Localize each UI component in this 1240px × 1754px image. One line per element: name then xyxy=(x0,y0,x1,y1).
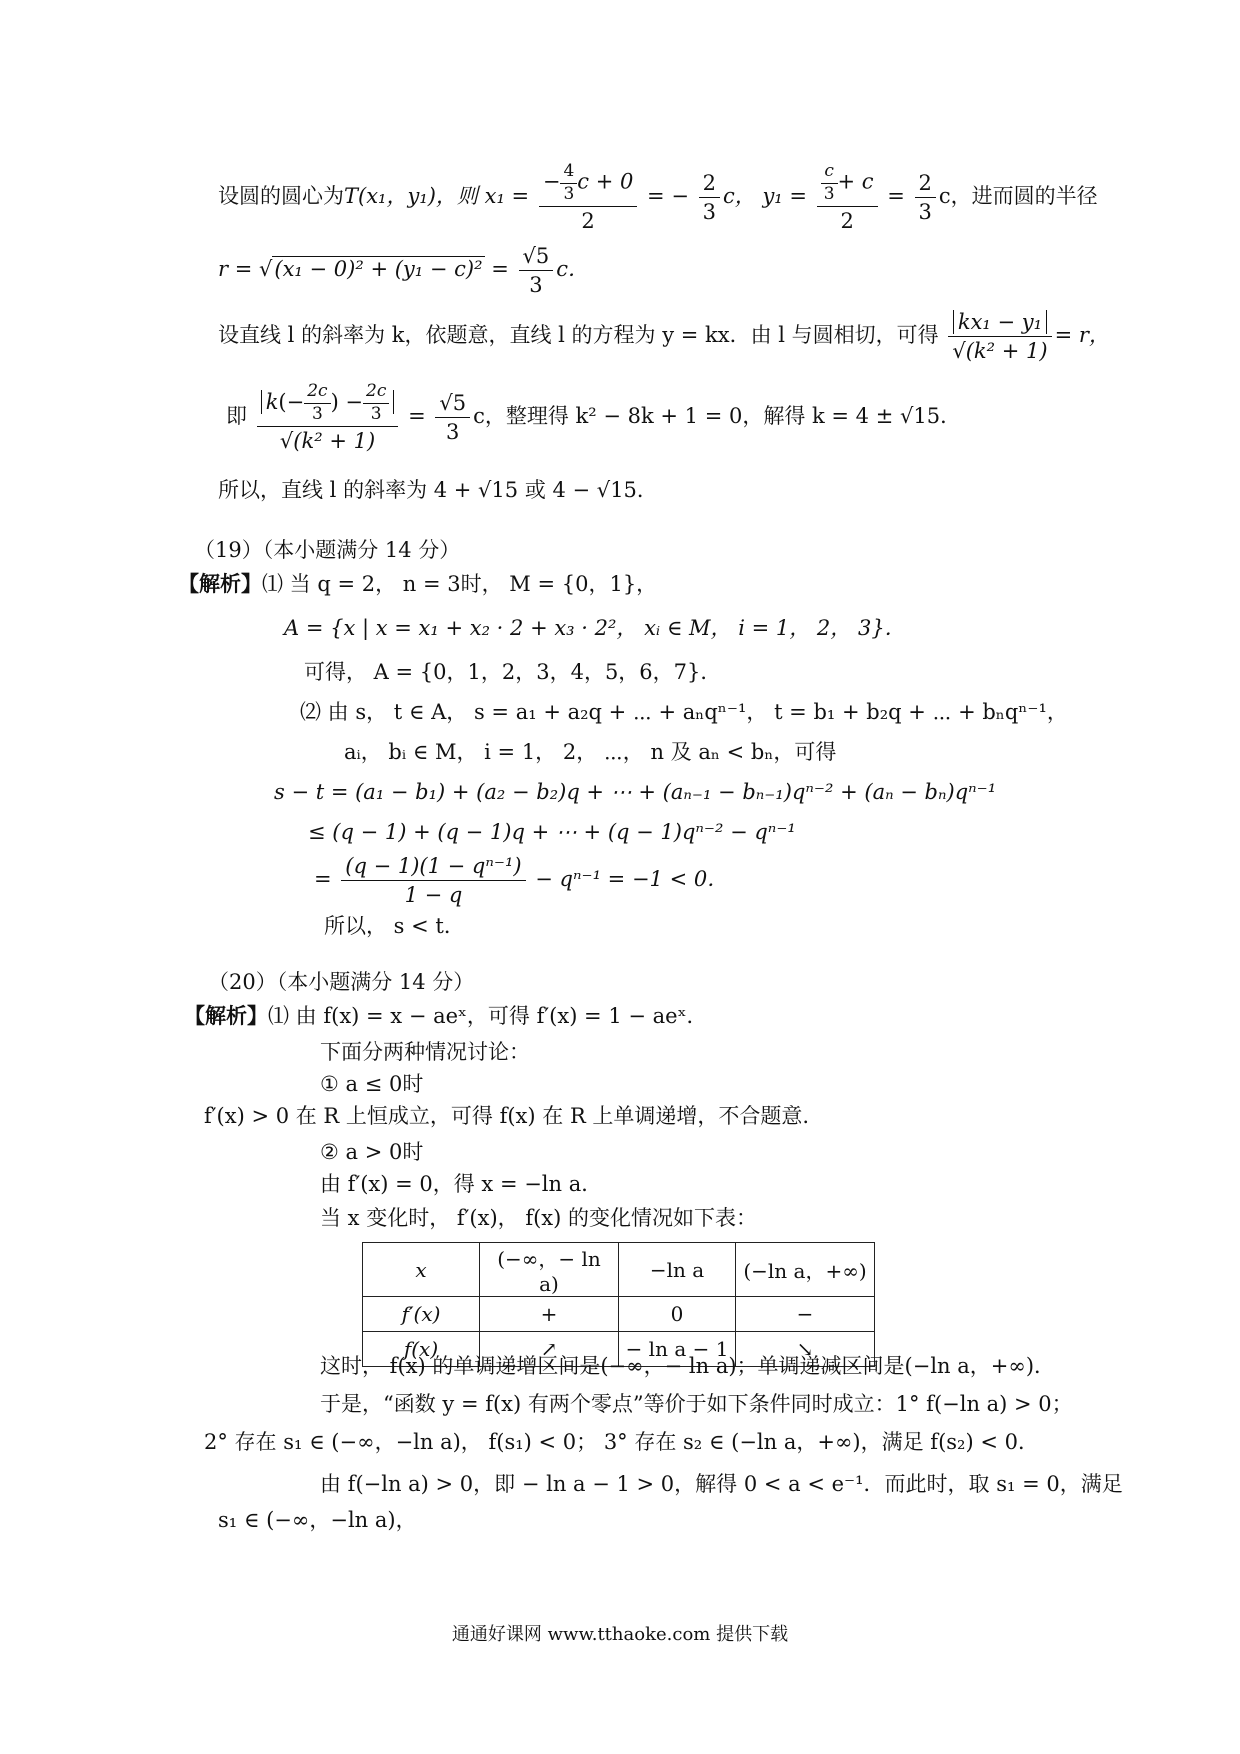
fraction-geometric xyxy=(341,854,525,907)
fraction-two-thirds-b xyxy=(915,171,936,224)
table-cell: f(x) xyxy=(363,1332,480,1367)
fraction-y1 xyxy=(817,162,878,233)
q20-line-5: ② a > 0时 xyxy=(320,1140,424,1164)
q19-line-8 xyxy=(314,854,728,907)
table-cell: x xyxy=(363,1243,480,1297)
variation-table xyxy=(362,1242,875,1367)
table-cell: ↘ xyxy=(736,1332,875,1367)
f-2c3 xyxy=(304,382,330,424)
den: 3 xyxy=(918,200,932,225)
math-text: T(x₁，y₁)，则 x₁ = xyxy=(344,184,530,209)
q19-line-7: ≤ (q − 1) + (q − 1)q + ⋯ + (q − 1)qⁿ⁻² − qⁿ⁻¹ xyxy=(308,820,796,844)
table-cell: − xyxy=(736,1297,875,1332)
q20-line-11: 由 f(−ln a) > 0，即 − ln a − 1 > 0，解得 0 < a < e⁻¹．而此时，取 s₁ = 0，满足 xyxy=(320,1472,1123,1496)
fraction-four-thirds xyxy=(560,162,577,204)
sqrt-body: (x₁ − 0)² + (y₁ − c)² xyxy=(274,257,483,282)
line-conclusion-18: 所以，直线 l 的斜率为 4 + √15 或 4 − √15． xyxy=(218,478,658,502)
page-footer: 通通好课网 www.tthaoke.com 提供下载 xyxy=(451,1624,789,1645)
table-cell: 0 xyxy=(619,1297,736,1332)
line-circle-center xyxy=(218,162,1098,233)
table-cell: −ln a xyxy=(619,1243,736,1297)
q20-line-12: s₁ ∈ (−∞，−ln a)， xyxy=(218,1508,417,1532)
text: ⑴ 当 q = 2， n = 3时， M = {0，1}， xyxy=(262,572,658,596)
q19-line-9: 所以， s < t． xyxy=(324,914,465,938)
text: 即 xyxy=(226,404,247,429)
den: 2 xyxy=(581,209,595,234)
r: r = xyxy=(218,257,259,282)
den: √(k² + 1) xyxy=(279,429,376,454)
den: 3 xyxy=(370,403,382,424)
q20-line-9: 于是，“函数 y = f(x) 有两个零点”等价于如下条件同时成立：1° f(−ln a) > 0； xyxy=(320,1392,1073,1416)
table-cell: ↗ xyxy=(480,1332,619,1367)
end: c． xyxy=(556,257,590,282)
den: 3 xyxy=(823,183,835,204)
den: 3 xyxy=(529,273,543,298)
q19-line-2: A = {x | x = x₁ + x₂ · 2 + x₃ · 2²， xᵢ ∈ M， i = 1， 2， 3}． xyxy=(284,616,906,640)
den: 3 xyxy=(563,183,575,204)
q19-line-5: aᵢ， bᵢ ∈ M， i = 1， 2， ⋯， n 及 aₙ < bₙ，可得 xyxy=(344,740,837,764)
text: 设直线 l 的斜率为 k，依题意，直线 l 的方程为 y = kx．由 l 与圆相切，可得 xyxy=(218,323,939,348)
fraction-sqrt5-3 xyxy=(519,244,554,297)
den: 1 − q xyxy=(404,883,463,908)
q19-heading: （19）（本小题满分 14 分） xyxy=(194,538,461,562)
eq: = xyxy=(314,867,332,892)
table-row xyxy=(363,1243,875,1297)
text: ⑴ 由 f(x) = x − aeˣ，可得 f′(x) = 1 − aeˣ． xyxy=(268,1004,708,1028)
end: = r， xyxy=(1054,323,1110,348)
den: √(k² + 1) xyxy=(952,339,1048,364)
q20-line-7: 当 x 变化时， f′(x)， f(x) 的变化情况如下表： xyxy=(320,1206,757,1230)
f-2c3-b xyxy=(363,382,389,424)
den: 3 xyxy=(446,420,460,445)
q20-line-2: 下面分两种情况讨论： xyxy=(320,1040,530,1064)
q20-line-3: ① a ≤ 0时 xyxy=(320,1072,424,1096)
c: c， xyxy=(722,184,756,209)
end: − qⁿ⁻¹ = −1 < 0． xyxy=(535,867,729,892)
analysis-label: 【解析】 xyxy=(184,1003,268,1028)
q19-line-3: 可得， A = {0，1，2，3，4，5，6，7}． xyxy=(304,660,722,684)
fraction-distance xyxy=(948,310,1051,363)
end: c，整理得 k² − 8k + 1 = 0，解得 k = 4 ± √15． xyxy=(473,404,962,429)
num: √5 xyxy=(519,244,554,271)
table-cell: f′(x) xyxy=(363,1297,480,1332)
q20-line-1 xyxy=(184,1004,707,1028)
q19-line-1 xyxy=(178,572,657,596)
fraction-sqrt5-3-b xyxy=(435,391,470,444)
eq: = xyxy=(491,257,509,282)
num: 2c xyxy=(304,382,330,404)
num: 2c xyxy=(363,382,389,404)
eq: = xyxy=(408,404,426,429)
fraction-tangent: k(− $\frac{2c}{3}$ ) − $\frac{2c}{3}$ √(k² + 1) xyxy=(257,382,399,453)
num: √5 xyxy=(435,391,470,418)
y1: y₁ = xyxy=(762,184,807,209)
k: k xyxy=(265,389,279,414)
line-tangent-equation xyxy=(226,382,961,453)
eq: = − xyxy=(647,184,689,209)
num: 2 xyxy=(915,171,936,198)
den: 3 xyxy=(311,403,323,424)
num: 2 xyxy=(699,171,720,198)
eq: = xyxy=(887,184,905,209)
q20-heading: （20）（本小题满分 14 分） xyxy=(208,970,475,994)
fraction-c-third xyxy=(821,162,838,204)
q19-line-6: s − t = (a₁ − b₁) + (a₂ − b₂)q + ⋯ + (aₙ₋₁ − bₙ₋₁)qⁿ⁻² + (aₙ − bₙ)qⁿ⁻¹ xyxy=(274,780,997,804)
line-slope xyxy=(218,310,1110,363)
num: 4 xyxy=(560,162,577,184)
text: 设圆的圆心为 xyxy=(218,184,344,209)
den: 3 xyxy=(702,200,716,225)
text: c，进而圆的半径 xyxy=(938,184,1098,209)
num: (q − 1)(1 − qⁿ⁻¹) xyxy=(341,854,525,881)
den: 2 xyxy=(840,209,854,234)
num: c xyxy=(821,162,838,184)
q19-line-4: ⑵ 由 s， t ∈ A， s = a₁ + a₂q + ⋯ + aₙqⁿ⁻¹， t = b₁ + b₂q + ⋯ + bₙqⁿ⁻¹， xyxy=(300,700,1068,724)
table-cell: (−∞，− ln a) xyxy=(480,1243,619,1297)
table-cell: + xyxy=(480,1297,619,1332)
minus: − xyxy=(542,169,561,194)
c-plus-0: c + 0 xyxy=(577,169,634,194)
q20-line-4: f′(x) > 0 在 R 上恒成立，可得 f(x) 在 R 上单调递增，不合题意. xyxy=(204,1104,810,1128)
q20-line-6: 由 f′(x) = 0，得 x = −ln a． xyxy=(320,1172,603,1196)
q20-line-8: 这时， f(x) 的单调递增区间是(−∞，− ln a)；单调递减区间是(−ln a，+∞)． xyxy=(320,1354,1056,1378)
fraction-x1 xyxy=(539,162,638,233)
table-cell: (−ln a，+∞) xyxy=(736,1243,875,1297)
table-cell: − ln a − 1 xyxy=(619,1332,736,1367)
table-row xyxy=(363,1297,875,1332)
q20-line-10: 2° 存在 s₁ ∈ (−∞，−ln a)， f(s₁) < 0； 3° 存在 s₂ ∈ (−ln a，+∞)，满足 f(s₂) < 0． xyxy=(204,1430,1039,1454)
line-radius: r = √(x₁ − 0)² + (y₁ − c)² = $\frac{√5}{3}$ c． xyxy=(218,244,590,298)
abs-body: kx₁ − y₁ xyxy=(953,310,1047,334)
fraction-two-thirds xyxy=(699,171,720,224)
analysis-label: 【解析】 xyxy=(178,571,262,596)
plus-c: + c xyxy=(837,169,874,194)
